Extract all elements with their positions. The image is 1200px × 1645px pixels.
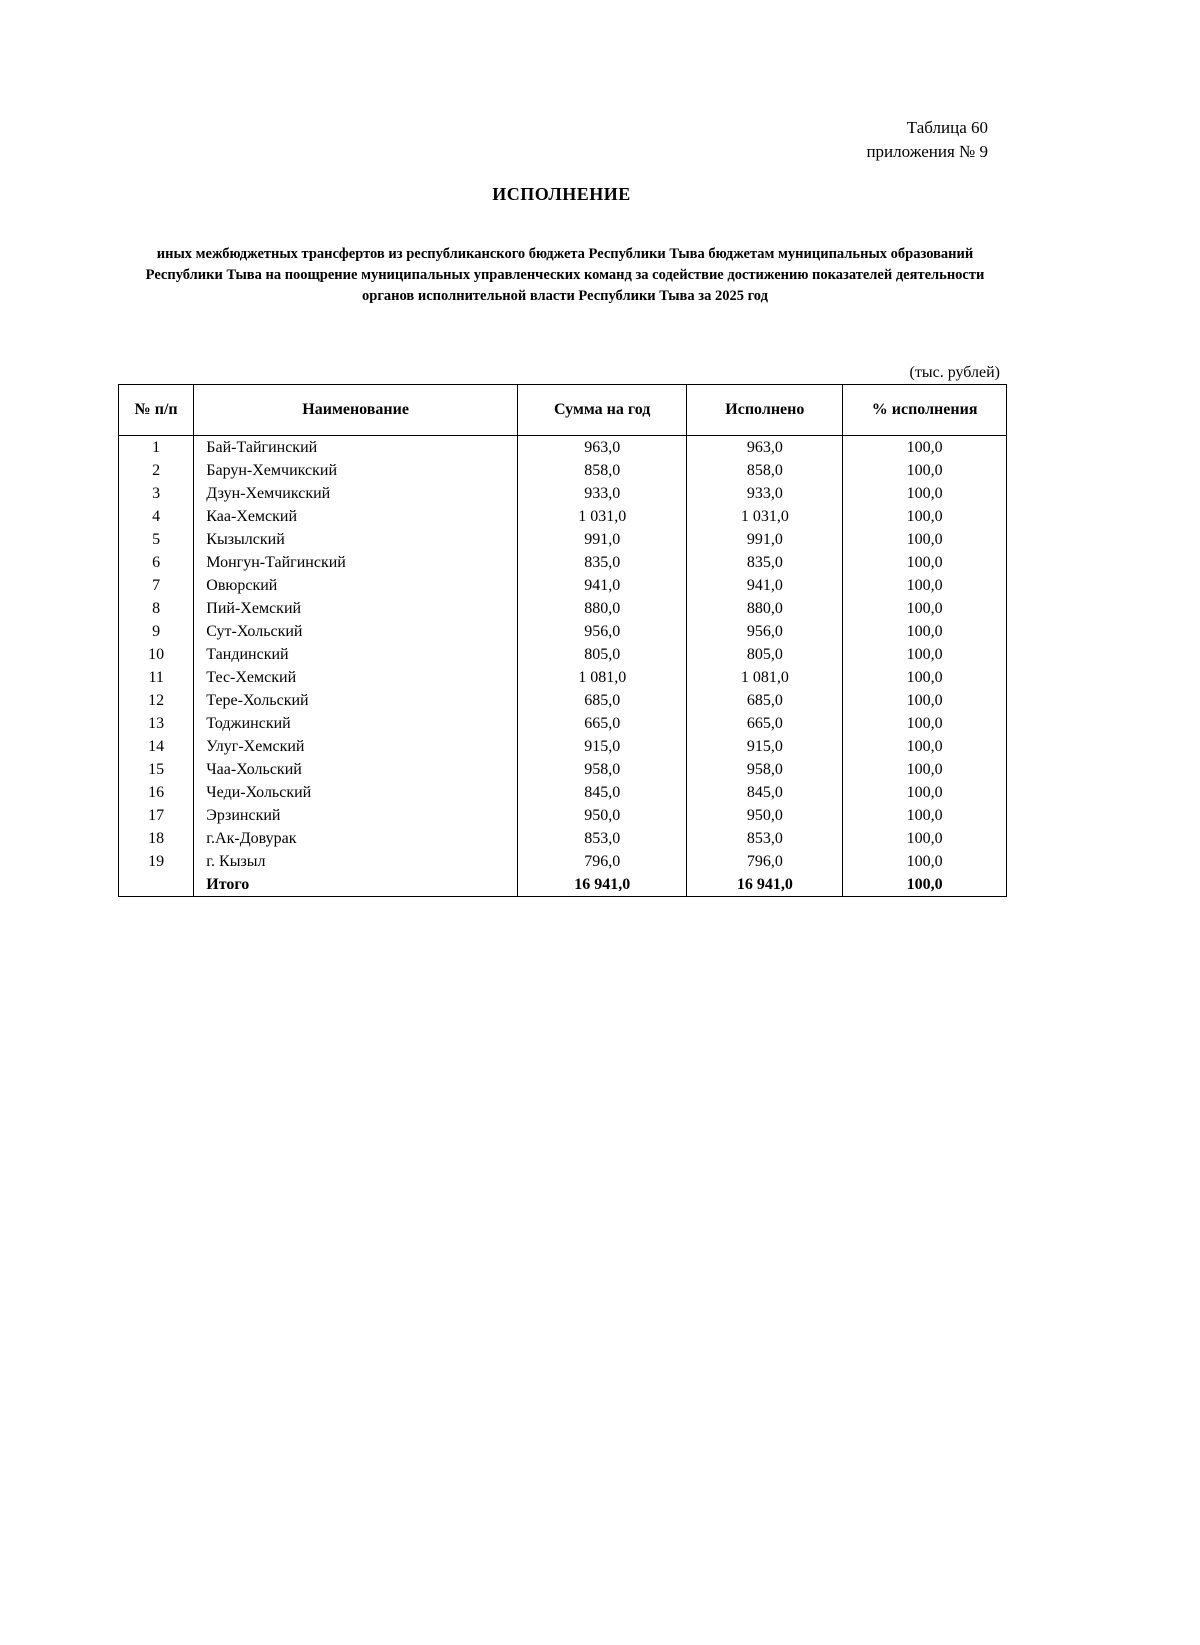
row-name: Монгун-Тайгинский (194, 551, 518, 574)
row-execution-percent: 100,0 (843, 620, 1007, 643)
row-executed: 16 941,0 (687, 873, 843, 897)
row-execution-percent: 100,0 (843, 643, 1007, 666)
row-execution-percent: 100,0 (843, 689, 1007, 712)
row-annual-sum: 685,0 (517, 689, 686, 712)
table-row (119, 505, 1007, 528)
table-row (119, 850, 1007, 873)
row-name: Тоджинский (194, 712, 518, 735)
appendix-number-label: приложения № 9 (866, 142, 988, 161)
table-body (119, 436, 1007, 897)
row-name: г.Ак-Довурак (194, 827, 518, 850)
units-label: (тыс. рублей) (909, 364, 1000, 381)
row-name: Улуг-Хемский (194, 735, 518, 758)
table-row (119, 689, 1007, 712)
column-header-number: № п/п (119, 385, 194, 436)
column-header-executed: Исполнено (687, 385, 843, 436)
row-name: Тандинский (194, 643, 518, 666)
row-execution-percent: 100,0 (843, 459, 1007, 482)
row-name: Каа-Хемский (194, 505, 518, 528)
row-executed: 685,0 (687, 689, 843, 712)
row-name: Эрзинский (194, 804, 518, 827)
row-execution-percent: 100,0 (843, 827, 1007, 850)
row-number: 11 (119, 666, 194, 689)
row-execution-percent: 100,0 (843, 804, 1007, 827)
row-execution-percent: 100,0 (843, 597, 1007, 620)
row-number: 9 (119, 620, 194, 643)
row-annual-sum: 950,0 (517, 804, 686, 827)
row-annual-sum: 858,0 (517, 459, 686, 482)
table-row (119, 735, 1007, 758)
row-annual-sum: 880,0 (517, 597, 686, 620)
table-row (119, 781, 1007, 804)
row-executed: 835,0 (687, 551, 843, 574)
row-executed: 796,0 (687, 850, 843, 873)
row-execution-percent: 100,0 (843, 505, 1007, 528)
row-annual-sum: 853,0 (517, 827, 686, 850)
row-execution-percent: 100,0 (843, 735, 1007, 758)
row-annual-sum: 845,0 (517, 781, 686, 804)
row-annual-sum: 991,0 (517, 528, 686, 551)
row-annual-sum: 1 081,0 (517, 666, 686, 689)
row-number: 5 (119, 528, 194, 551)
transfers-table (118, 384, 1007, 897)
appendix-reference (866, 116, 988, 164)
row-executed: 845,0 (687, 781, 843, 804)
table-row (119, 643, 1007, 666)
column-header-name: Наименование (194, 385, 518, 436)
row-name: Пий-Хемский (194, 597, 518, 620)
row-number: 3 (119, 482, 194, 505)
row-executed: 956,0 (687, 620, 843, 643)
row-number: 6 (119, 551, 194, 574)
row-executed: 991,0 (687, 528, 843, 551)
column-header-annual-sum: Сумма на год (517, 385, 686, 436)
row-annual-sum: 796,0 (517, 850, 686, 873)
row-number: 7 (119, 574, 194, 597)
table-row (119, 804, 1007, 827)
row-annual-sum: 963,0 (517, 436, 686, 460)
table-row (119, 551, 1007, 574)
row-name: Чаа-Хольский (194, 758, 518, 781)
row-number: 10 (119, 643, 194, 666)
row-annual-sum: 1 031,0 (517, 505, 686, 528)
row-executed: 665,0 (687, 712, 843, 735)
row-annual-sum: 805,0 (517, 643, 686, 666)
row-name: Бай-Тайгинский (194, 436, 518, 460)
table-row (119, 758, 1007, 781)
table-row (119, 827, 1007, 850)
row-annual-sum: 956,0 (517, 620, 686, 643)
row-number: 13 (119, 712, 194, 735)
row-number: 19 (119, 850, 194, 873)
row-number: 2 (119, 459, 194, 482)
row-executed: 1 031,0 (687, 505, 843, 528)
row-number: 4 (119, 505, 194, 528)
row-executed: 958,0 (687, 758, 843, 781)
row-executed: 1 081,0 (687, 666, 843, 689)
table-row (119, 666, 1007, 689)
row-execution-percent: 100,0 (843, 712, 1007, 735)
row-annual-sum: 958,0 (517, 758, 686, 781)
row-execution-percent: 100,0 (843, 551, 1007, 574)
row-execution-percent: 100,0 (843, 436, 1007, 460)
table-row (119, 482, 1007, 505)
row-name: Барун-Хемчикский (194, 459, 518, 482)
row-executed: 933,0 (687, 482, 843, 505)
row-name: Овюрский (194, 574, 518, 597)
row-execution-percent: 100,0 (843, 850, 1007, 873)
row-executed: 858,0 (687, 459, 843, 482)
row-number: 1 (119, 436, 194, 460)
row-number (119, 873, 194, 897)
row-name: Тес-Хемский (194, 666, 518, 689)
row-executed: 950,0 (687, 804, 843, 827)
row-executed: 915,0 (687, 735, 843, 758)
table-number-label: Таблица 60 (906, 118, 988, 137)
row-executed: 941,0 (687, 574, 843, 597)
row-name: г. Кызыл (194, 850, 518, 873)
row-number: 12 (119, 689, 194, 712)
row-name: Кызылский (194, 528, 518, 551)
row-execution-percent: 100,0 (843, 758, 1007, 781)
row-execution-percent: 100,0 (843, 666, 1007, 689)
row-number: 18 (119, 827, 194, 850)
row-name: Дзун-Хемчикский (194, 482, 518, 505)
document-subtitle: иных межбюджетных трансфертов из республиканского бюджета Республики Тыва бюджетам муниципальных образований Республики Тыва на поощрение муниципальных управленческих команд за содействие достижению показателей деятельности органов исполнительной власти Республики Тыва за 2025 год (145, 246, 985, 304)
row-annual-sum: 16 941,0 (517, 873, 686, 897)
row-number: 15 (119, 758, 194, 781)
document-title: ИСПОЛНЕНИЕ (492, 184, 631, 204)
row-number: 17 (119, 804, 194, 827)
row-number: 8 (119, 597, 194, 620)
row-name: Итого (194, 873, 518, 897)
row-annual-sum: 941,0 (517, 574, 686, 597)
row-execution-percent: 100,0 (843, 873, 1007, 897)
row-annual-sum: 933,0 (517, 482, 686, 505)
column-header-execution-percent: % исполнения (843, 385, 1007, 436)
table-row (119, 436, 1007, 460)
row-number: 16 (119, 781, 194, 804)
row-name: Чеди-Хольский (194, 781, 518, 804)
table-row (119, 597, 1007, 620)
table-row (119, 528, 1007, 551)
row-executed: 880,0 (687, 597, 843, 620)
table-header-row (119, 385, 1007, 436)
table-row (119, 574, 1007, 597)
row-execution-percent: 100,0 (843, 482, 1007, 505)
table-total-row (119, 873, 1007, 897)
row-executed: 805,0 (687, 643, 843, 666)
row-execution-percent: 100,0 (843, 781, 1007, 804)
row-annual-sum: 915,0 (517, 735, 686, 758)
row-annual-sum: 665,0 (517, 712, 686, 735)
table-row (119, 459, 1007, 482)
table-row (119, 620, 1007, 643)
row-name: Тере-Хольский (194, 689, 518, 712)
row-executed: 963,0 (687, 436, 843, 460)
row-number: 14 (119, 735, 194, 758)
row-annual-sum: 835,0 (517, 551, 686, 574)
row-executed: 853,0 (687, 827, 843, 850)
row-name: Сут-Хольский (194, 620, 518, 643)
row-execution-percent: 100,0 (843, 528, 1007, 551)
row-execution-percent: 100,0 (843, 574, 1007, 597)
table-row (119, 712, 1007, 735)
